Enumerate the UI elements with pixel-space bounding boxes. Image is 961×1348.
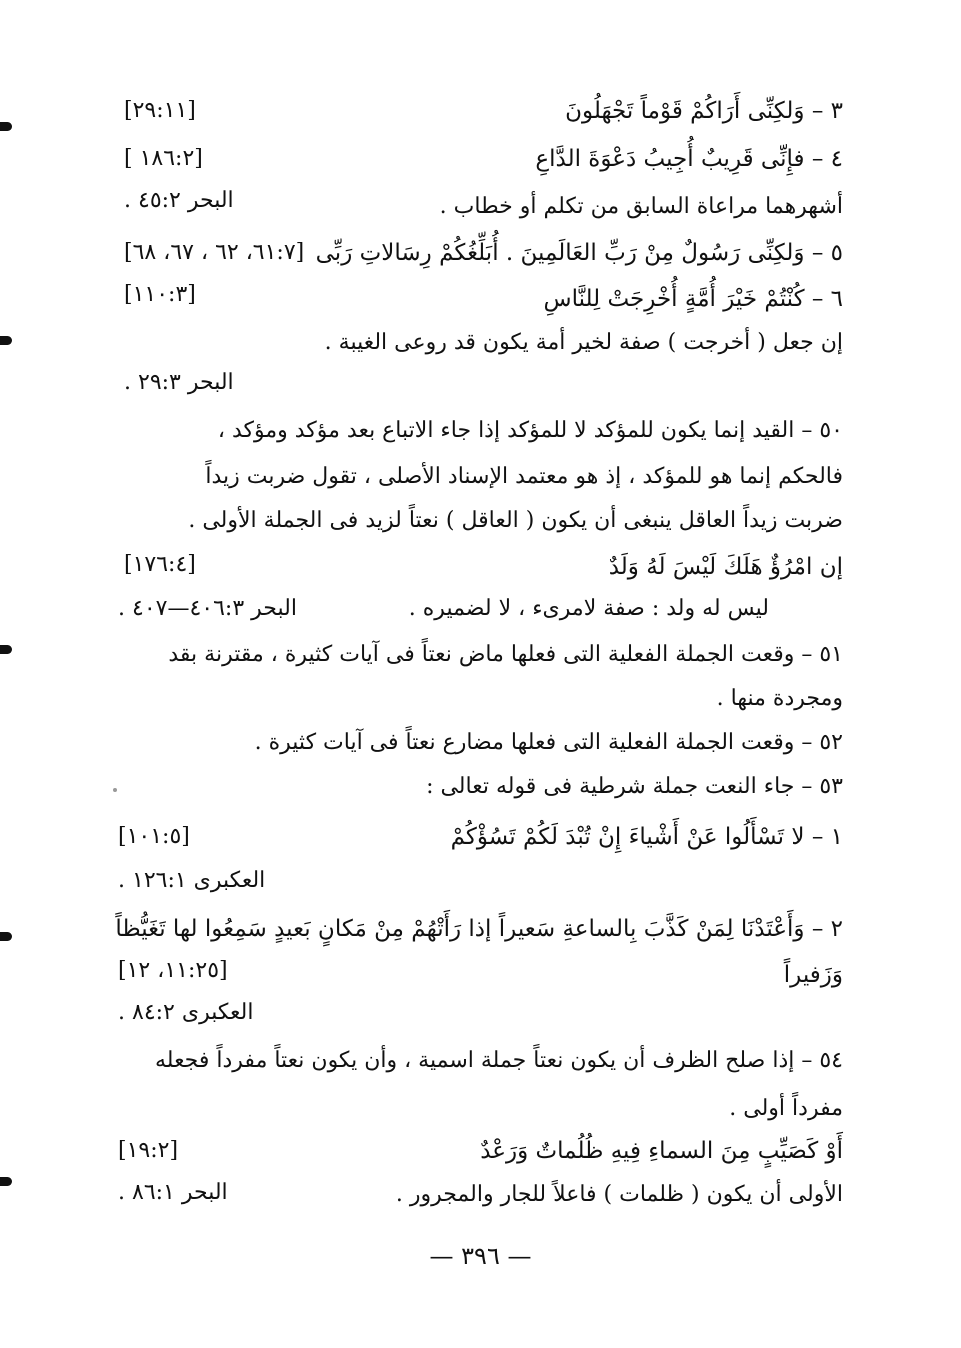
source-reference: العكبرى ٨٤:٢ .: [118, 1000, 254, 1025]
margin-mark: [0, 336, 12, 345]
verse-reference: [١٧٦:٤]: [124, 552, 196, 577]
text-line: إن امْرُؤٌ هَلَكَ لَيْسَ لَهُ وَلَدٌ: [608, 554, 843, 580]
text-line: ٥٢ – وقعت الجملة الفعلية التى فعلها مضارع نعتاً فى آيات كثيرة .: [254, 730, 843, 755]
text-line: أَوْ كَصَيِّبٍ مِنَ السماءِ فِيهِ ظُلُماتٌ وَرَعْدٌ: [480, 1138, 843, 1164]
text-line: مفرداً أولى .: [729, 1096, 843, 1121]
verse-reference: [١٩:٢]: [118, 1138, 179, 1163]
text-line: ٣ – وَلكِنِّى أَرَاكُمْ قَوْماً تَجْهَلُونَ: [565, 98, 843, 124]
text-line: ليس له ولد : صفة لامرىء ، لا لضميره .: [408, 596, 769, 621]
verse-reference: [٦١:٧، ٦٢ ، ٦٧، ٦٨]: [124, 240, 305, 265]
source-reference: العكبرى ١٢٦:١ .: [118, 868, 266, 893]
text-line: ٢ – وَأَعْتَدْنَا لِمَنْ كَذَّبَ بِالساعةِ سَعيراً إذا رَأَتْهُمْ مِنْ مَكانٍ بَعيدٍ سَمِعُوا لها تَغَيُّظاً: [115, 916, 843, 942]
text-line: فالحكم إنما هو للمؤكد ، إذ هو معتمد الإسناد الأصلى ، تقول ضربت زيداً: [205, 464, 843, 489]
scan-speck: [113, 788, 117, 792]
source-reference: البحر ٨٦:١ .: [118, 1180, 228, 1205]
text-line: ٥ – وَلكِنِّى رَسُولٌ مِنْ رَبِّ العَالَمِينَ . أُبَلِّغُكُمْ رِسَالاتِ رَبِّى: [315, 240, 843, 266]
text-line: ٥٠ – القيد إنما يكون للمؤكد لا للمؤكد إذا جاء الاتباع بعد مؤكد ومؤكد ،: [217, 418, 843, 443]
source-reference: البحر ٤٠٦:٣—٤٠٧ .: [118, 596, 297, 621]
text-line: ٥١ – وقعت الجملة الفعلية التى فعلها ماض نعتاً فى آيات كثيرة ، مقترنة بقد: [168, 642, 843, 667]
margin-mark: [0, 932, 12, 941]
text-line: ٥٣ – جاء النعت جملة شرطية فى قوله تعالى :: [426, 774, 843, 799]
margin-mark: [0, 1177, 12, 1186]
text-line: أشهرهما مراعاة السابق من تكلم أو خطاب .: [439, 194, 843, 219]
text-line: ١ – لا تَسْأَلُوا عَنْ أَشْياءَ إِنْ تُبْدَ لَكُمْ تَسُؤْكُمْ: [450, 824, 843, 850]
text-line: ٦ – كُنْتُمْ خَيْرَ أُمَّةٍ أُخْرِجَتْ لِلنَّاسِ: [543, 286, 843, 312]
verse-reference: [١١٠:٣]: [124, 282, 196, 307]
margin-mark: [0, 122, 12, 131]
text-line: ومجردة منها .: [716, 686, 843, 711]
text-line: وَزَفيراً: [783, 962, 843, 988]
verse-reference: [٢٩:١١]: [124, 98, 196, 123]
text-line: ضربت زيداً العاقل ينبغى أن يكون ( العاقل ) نعتاً لزيد فى الجملة الأولى .: [188, 508, 843, 533]
margin-mark: [0, 645, 12, 654]
source-reference: البحر ٤٥:٢ .: [124, 188, 234, 213]
text-line: الأولى أن يكون ( ظلمات ) فاعلاً للجار والمجرور .: [395, 1182, 843, 1207]
verse-reference: [١٨٦:٢ ]: [124, 146, 203, 171]
text-line: ٤ – فإِنِّى قَرِيبٌ أُجِيبُ دَعْوَةَ الدَّاعِ: [535, 146, 843, 172]
source-reference: البحر ٢٩:٣ .: [124, 370, 234, 395]
text-line: ٥٤ – إذا صلح الظرف أن يكون نعتاً جملة اسمية ، وأن يكون نعتاً مفرداً فجعله: [154, 1048, 843, 1073]
page-number: — ٣٩٦ —: [429, 1242, 532, 1270]
text-line: إن جعل ( أخرجت ) صفة لخير أمة يكون قد روعى الغيبة .: [324, 330, 843, 355]
verse-reference: [١١:٢٥، ١٢]: [118, 958, 228, 983]
verse-reference: [١٠١:٥]: [118, 824, 190, 849]
